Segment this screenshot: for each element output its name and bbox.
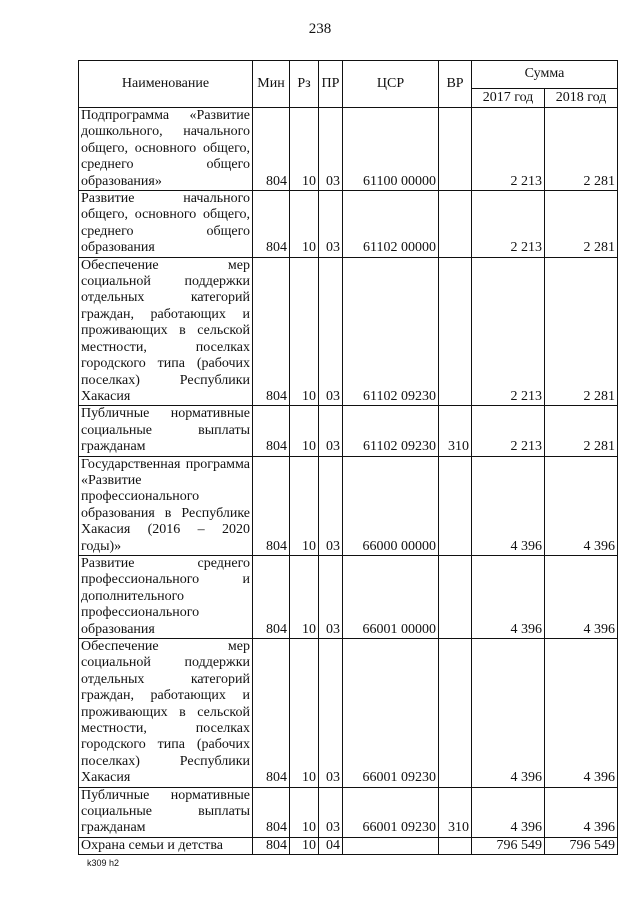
header-vr: ВР bbox=[439, 61, 472, 108]
row-vr: 310 bbox=[439, 406, 472, 456]
table-row bbox=[79, 837, 618, 854]
row-2017: 2 213 bbox=[472, 191, 545, 258]
row-2018: 2 281 bbox=[545, 191, 618, 258]
row-pr: 03 bbox=[319, 257, 343, 406]
row-pr: 03 bbox=[319, 108, 343, 191]
row-csr: 66001 00000 bbox=[343, 555, 439, 638]
row-name: Развитие начального общего, основного общего, среднего общего образования bbox=[79, 191, 253, 258]
row-2018: 2 281 bbox=[545, 406, 618, 456]
table-row bbox=[79, 191, 618, 258]
row-csr bbox=[343, 837, 439, 854]
row-2017: 4 396 bbox=[472, 639, 545, 788]
row-pr: 03 bbox=[319, 191, 343, 258]
row-vr: 310 bbox=[439, 787, 472, 837]
row-vr bbox=[439, 257, 472, 406]
row-rz: 10 bbox=[290, 787, 319, 837]
header-sum: Сумма bbox=[472, 61, 618, 89]
row-2017: 4 396 bbox=[472, 555, 545, 638]
row-rz: 10 bbox=[290, 108, 319, 191]
page-number: 238 bbox=[308, 21, 332, 37]
table-row bbox=[79, 555, 618, 638]
row-name: Подпрограмма «Развитие дошкольного, начального общего, основного общего, среднего общего образования» bbox=[79, 108, 253, 191]
row-pr: 03 bbox=[319, 406, 343, 456]
row-name: Государственная программа «Развитие профессионального образования в Республике Хакасия (2016 – 2020 годы)» bbox=[79, 456, 253, 555]
row-csr: 61102 00000 bbox=[343, 191, 439, 258]
row-vr bbox=[439, 108, 472, 191]
row-2017: 4 396 bbox=[472, 456, 545, 555]
row-min: 804 bbox=[253, 555, 290, 638]
row-vr bbox=[439, 555, 472, 638]
row-rz: 10 bbox=[290, 191, 319, 258]
row-name: Развитие среднего профессионального и дополнительного профессионального образования bbox=[79, 555, 253, 638]
table-row bbox=[79, 108, 618, 191]
row-min: 804 bbox=[253, 456, 290, 555]
row-2018: 796 549 bbox=[545, 837, 618, 854]
row-2018: 4 396 bbox=[545, 787, 618, 837]
header-min: Мин bbox=[253, 61, 290, 108]
row-2017: 4 396 bbox=[472, 787, 545, 837]
row-2018: 2 281 bbox=[545, 257, 618, 406]
row-rz: 10 bbox=[290, 456, 319, 555]
row-vr bbox=[439, 456, 472, 555]
row-2018: 4 396 bbox=[545, 555, 618, 638]
row-min: 804 bbox=[253, 837, 290, 854]
header-pr: ПР bbox=[319, 61, 343, 108]
row-csr: 61102 09230 bbox=[343, 257, 439, 406]
row-rz: 10 bbox=[290, 837, 319, 854]
row-min: 804 bbox=[253, 406, 290, 456]
row-2017: 2 213 bbox=[472, 108, 545, 191]
row-csr: 66000 00000 bbox=[343, 456, 439, 555]
row-pr: 04 bbox=[319, 837, 343, 854]
row-pr: 03 bbox=[319, 456, 343, 555]
table-row bbox=[79, 787, 618, 837]
table-row bbox=[79, 639, 618, 788]
row-min: 804 bbox=[253, 191, 290, 258]
row-2018: 2 281 bbox=[545, 108, 618, 191]
header-rz: Рз bbox=[290, 61, 319, 108]
row-name: Обеспечение мер социальной поддержки отдельных категорий граждан, работающих и проживающих в сельской местности, поселках городского типа (рабочих поселках) Республики Хакасия bbox=[79, 639, 253, 788]
row-2017: 796 549 bbox=[472, 837, 545, 854]
row-min: 804 bbox=[253, 787, 290, 837]
row-2018: 4 396 bbox=[545, 639, 618, 788]
row-vr bbox=[439, 191, 472, 258]
header-year-2018: 2018 год bbox=[545, 89, 618, 108]
row-pr: 03 bbox=[319, 639, 343, 788]
row-min: 804 bbox=[253, 108, 290, 191]
row-csr: 61100 00000 bbox=[343, 108, 439, 191]
row-rz: 10 bbox=[290, 555, 319, 638]
row-vr bbox=[439, 639, 472, 788]
header-csr: ЦСР bbox=[343, 61, 439, 108]
row-pr: 03 bbox=[319, 555, 343, 638]
footer-code: k309 h2 bbox=[87, 858, 120, 868]
row-pr: 03 bbox=[319, 787, 343, 837]
row-csr: 61102 09230 bbox=[343, 406, 439, 456]
table-row bbox=[79, 406, 618, 456]
table-row bbox=[79, 257, 618, 406]
row-rz: 10 bbox=[290, 406, 319, 456]
row-vr bbox=[439, 837, 472, 854]
budget-table bbox=[78, 60, 618, 855]
row-name: Публичные нормативные социальные выплаты гражданам bbox=[79, 406, 253, 456]
row-rz: 10 bbox=[290, 257, 319, 406]
header-name: Наименование bbox=[79, 61, 253, 108]
row-2018: 4 396 bbox=[545, 456, 618, 555]
row-min: 804 bbox=[253, 639, 290, 788]
row-2017: 2 213 bbox=[472, 257, 545, 406]
row-name: Публичные нормативные социальные выплаты гражданам bbox=[79, 787, 253, 837]
row-name: Охрана семьи и детства bbox=[79, 837, 253, 854]
row-name: Обеспечение мер социальной поддержки отдельных категорий граждан, работающих и проживающих в сельской местности, поселках городского типа (рабочих поселках) Республики Хакасия bbox=[79, 257, 253, 406]
table-row bbox=[79, 456, 618, 555]
row-rz: 10 bbox=[290, 639, 319, 788]
row-min: 804 bbox=[253, 257, 290, 406]
row-csr: 66001 09230 bbox=[343, 639, 439, 788]
row-2017: 2 213 bbox=[472, 406, 545, 456]
header-year-2017: 2017 год bbox=[472, 89, 545, 108]
row-csr: 66001 09230 bbox=[343, 787, 439, 837]
